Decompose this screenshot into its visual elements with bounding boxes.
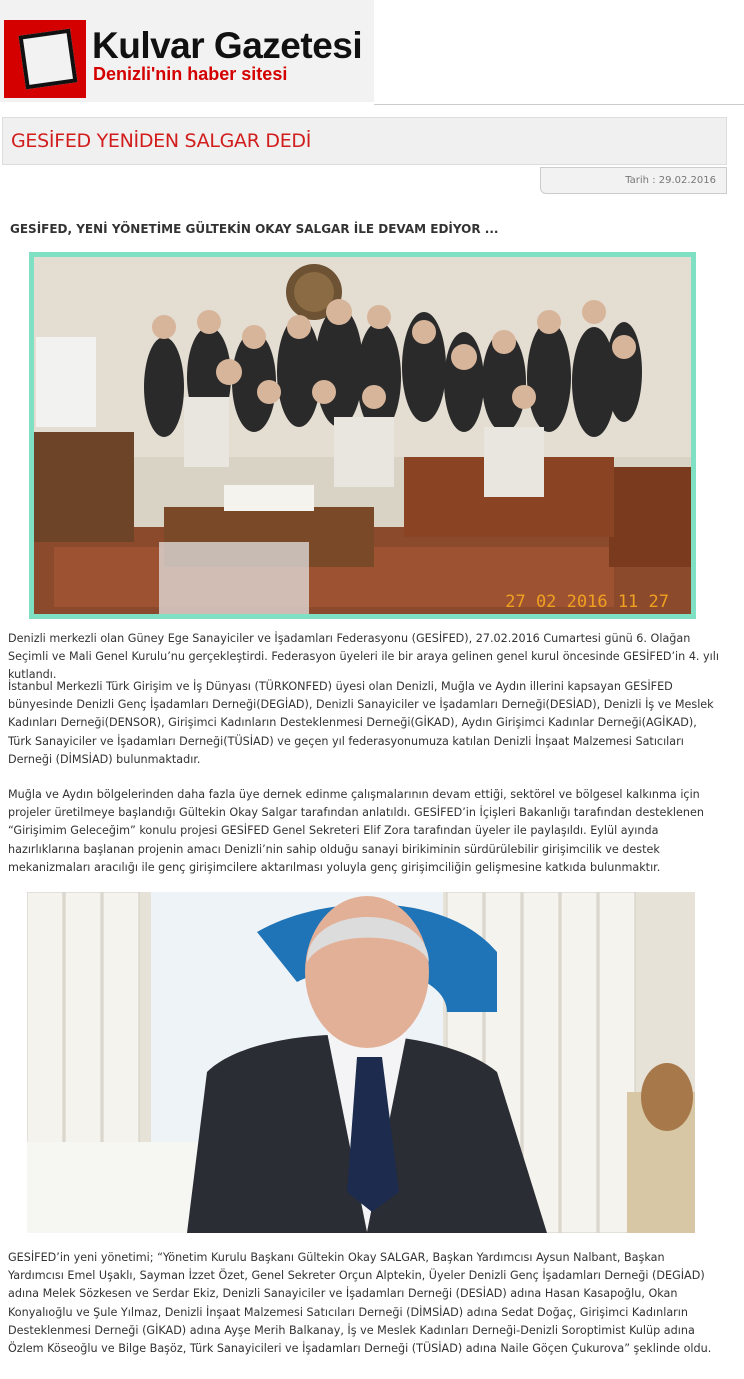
portrait-photo-illustration xyxy=(27,892,695,1233)
article-title: GESİFED YENİDEN SALGAR DEDİ xyxy=(11,130,312,152)
article-date: Tarih : 29.02.2016 xyxy=(625,175,716,186)
article-paragraph: İstanbul Merkezli Türk Girişim ve İş Dünyası (TÜRKONFED) üyesi olan Denizli, Muğla ve Aydın illerini kapsayan GESİFED bünyesinde Denizli Genç İşadamları Derneği(DEGİAD), Denizli Sanayiciler ve İşadamları Derneği(DESİAD), Denizli İş ve Meslek Kadınları Derneği(DENSOR), Girişimci Kadınların Desteklenmesi Derneği(GİKAD), Aydın Girişimci Kadınlar Derneği(AGİKAD), Türk Sanayiciler ve İşadamları Derneği(TÜSİAD) ve geçen yıl federasyonumuza katılan Denizli İnşaat Malzemesi Satıcıları Derneği (DİMSİAD) bulunmaktadır. xyxy=(8,680,714,766)
site-tagline: Denizli'nin haber sitesi xyxy=(93,64,288,84)
group-photo-illustration xyxy=(34,257,691,614)
logo-mark-icon xyxy=(4,20,86,98)
portrait-photo xyxy=(27,892,695,1233)
site-logo[interactable] xyxy=(0,0,374,102)
article-paragraph: Denizli merkezli olan Güney Ege Sanayiciler ve İşadamları Federasyonu (GESİFED), 27.02.2016 Cumartesi günü 6. Olağan Seçimli ve Mali Genel Kurulu’nu gerçekleştirdi. Federasyon üyeleri ile bir araya gelinen genel kurul öncesinde GESİFED’in 4. yılı kutlandı. xyxy=(8,632,719,682)
article-lead: GESİFED, YENİ YÖNETİME GÜLTEKİN OKAY SALGAR İLE DEVAM EDİYOR ... xyxy=(10,222,499,236)
header-divider xyxy=(374,104,744,105)
article-title-bar xyxy=(2,117,727,165)
site-name: Kulvar Gazetesi xyxy=(92,25,363,66)
article-paragraph: Muğla ve Aydın bölgelerinden daha fazla üye dernek edinme çalışmalarının devam ettiği, sektörel ve bölgesel kalkınma için projeler üretilmeye başlandığı Gültekin Okay Salgar tarafından anlatıldı. GESİFED’in İçişleri Bakanlığı tarafından desteklenen “Girişimim Geleceğim” konulu projesi GESİFED Genel Sekreteri Elif Zora tarafından üyeler ile paylaşıldı. Eylül ayında hazırlıklarına başlanan projenin amacı Denizli’nin sahip olduğu sanayi birikiminin sürdürülebilir girişimcilik ve destek mekanizmaları aracılığı ile genç girişimcilere aktarılması yoluyla genç girişimciliğin gelişmesine katkıda bulunmaktır. xyxy=(8,788,704,874)
article-date-box xyxy=(540,167,727,194)
photo-timestamp: 27 02 2016 11 27 xyxy=(505,592,669,612)
group-photo xyxy=(29,252,696,619)
article-paragraph: GESİFED’in yeni yönetimi; “Yönetim Kurulu Başkanı Gültekin Okay SALGAR, Başkan Yardımcısı Aysun Nalbant, Başkan Yardımcısı Emel Uşaklı, Sayman İzzet Özet, Genel Sekreter Orçun Alptekin, Üyeler Denizli Genç İşadamları Derneği (DEGİAD) adına Melek Sözkesen ve Serdar Ekiz, Denizli Sanayiciler ve İşadamları Derneği (DESİAD) adına Hasan Kasapoğlu, Okan Konyalıoğlu ve Şule Yılmaz, Denizli İnşaat Malzemesi Satıcıları Derneği (DİMSİAD) adına Sedat Doğaç, Girişimci Kadınların Desteklenmesi Derneği (GİKAD) adına Ayşe Merih Balkanay, İş ve Meslek Kadınları Derneği-Denizli Soroptimist Kulüp adına Özlem Köseoğlu ve Bilge Başöz, Türk Sanayicileri ve İşadamları Derneği (TÜSİAD) adına Naile Göçen Çukurova” şeklinde oldu. xyxy=(8,1251,712,1356)
